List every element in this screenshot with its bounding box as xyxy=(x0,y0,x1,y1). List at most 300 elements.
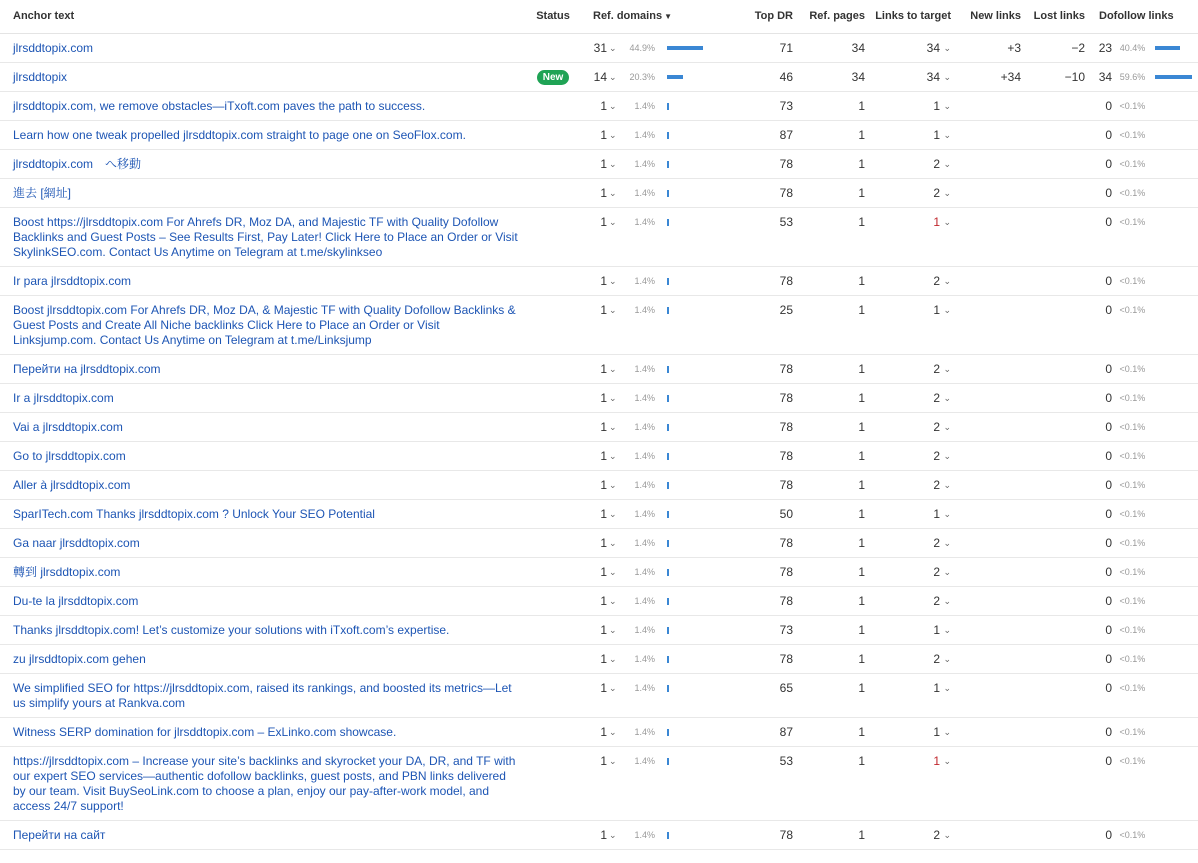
ref-domains-value[interactable]: 1 xyxy=(600,390,607,405)
chevron-down-icon[interactable]: ⌄ xyxy=(943,304,951,315)
dofollow-value[interactable]: 0 xyxy=(1105,419,1113,434)
links-to-target-value[interactable]: 2 xyxy=(933,535,940,550)
header-dofollow-links[interactable]: Dofollow links xyxy=(1089,0,1198,33)
new-links-value[interactable] xyxy=(955,717,1025,746)
ref-domains-value[interactable]: 1 xyxy=(600,214,607,229)
links-to-target-value[interactable]: 1 xyxy=(933,753,940,768)
anchor-text-link[interactable]: Ir para jlrsddtopix.com xyxy=(13,273,132,288)
chevron-down-icon[interactable]: ⌄ xyxy=(943,216,951,227)
top-dr-value: 87 xyxy=(739,120,797,149)
dofollow-value[interactable]: 0 xyxy=(1105,827,1113,842)
anchor-text-link[interactable]: Du-te la jlrsddtopix.com xyxy=(13,593,139,608)
links-to-target-cell xyxy=(869,586,955,615)
status-cell xyxy=(527,673,579,717)
chevron-down-icon[interactable]: ⌄ xyxy=(609,755,617,766)
chevron-down-icon[interactable]: ⌄ xyxy=(609,479,617,490)
anchor-text-link[interactable]: Go to jlrsddtopix.com xyxy=(13,448,126,463)
ref-pages-value[interactable]: 34 xyxy=(797,62,869,91)
anchor-text-link[interactable]: Vai a jlrsddtopix.com xyxy=(13,419,123,434)
anchor-text-link[interactable]: Thanks jlrsddtopix.com! Let’s customize your solutions with iTxoft.com’s expertise. xyxy=(13,622,450,637)
ref-domains-value[interactable]: 1 xyxy=(600,651,607,666)
links-to-target-value[interactable]: 34 xyxy=(926,40,940,55)
dofollow-value[interactable]: 0 xyxy=(1105,273,1113,288)
lost-links-value[interactable] xyxy=(1025,586,1089,615)
dofollow-value[interactable]: 0 xyxy=(1105,680,1113,695)
ref-domains-value[interactable]: 1 xyxy=(600,535,607,550)
ref-domains-bar xyxy=(667,132,669,139)
ref-domains-value[interactable]: 14 xyxy=(593,69,607,84)
dofollow-value[interactable]: 23 xyxy=(1098,40,1113,55)
chevron-down-icon[interactable]: ⌄ xyxy=(943,829,951,840)
ref-pages-value[interactable]: 1 xyxy=(797,120,869,149)
ref-domains-bar xyxy=(667,656,669,663)
links-to-target-value[interactable]: 2 xyxy=(933,156,940,171)
chevron-down-icon[interactable]: ⌄ xyxy=(609,363,617,374)
anchor-text-cell xyxy=(0,717,527,746)
anchor-text-link[interactable]: Aller à jlrsddtopix.com xyxy=(13,477,131,492)
new-links-value[interactable] xyxy=(955,746,1025,820)
lost-links-value[interactable]: −2 xyxy=(1025,33,1089,62)
chevron-down-icon[interactable]: ⌄ xyxy=(609,158,617,169)
chevron-down-icon[interactable]: ⌄ xyxy=(943,479,951,490)
top-dr-value: 87 xyxy=(739,717,797,746)
links-to-target-cell xyxy=(869,820,955,849)
anchor-text-link[interactable]: Перейти на сайт xyxy=(13,827,106,842)
dofollow-cell xyxy=(1089,746,1198,820)
dofollow-percent: <0.1% xyxy=(1119,363,1146,374)
ref-domains-cell xyxy=(579,673,739,717)
ref-pages-value[interactable]: 1 xyxy=(797,354,869,383)
lost-links-value[interactable] xyxy=(1025,644,1089,673)
ref-pages-value[interactable]: 1 xyxy=(797,178,869,207)
dofollow-percent: <0.1% xyxy=(1119,595,1146,606)
anchor-text-link[interactable]: Ir a jlrsddtopix.com xyxy=(13,390,114,405)
new-links-value[interactable] xyxy=(955,441,1025,470)
dofollow-bar-track xyxy=(1155,391,1190,406)
new-links-value[interactable] xyxy=(955,820,1025,849)
new-links-value[interactable] xyxy=(955,207,1025,266)
dofollow-percent: <0.1% xyxy=(1119,187,1146,198)
header-links-to-target[interactable]: Links to target xyxy=(869,0,955,33)
dofollow-bar-track xyxy=(1155,362,1190,377)
lost-links-value[interactable] xyxy=(1025,120,1089,149)
anchor-text-link[interactable]: Перейти на jlrsddtopix.com xyxy=(13,361,161,376)
status-cell xyxy=(527,91,579,120)
sort-desc-icon[interactable]: ▼ xyxy=(664,12,672,22)
ref-domains-value[interactable]: 1 xyxy=(600,753,607,768)
dofollow-bar-track xyxy=(1155,70,1190,85)
chevron-down-icon[interactable]: ⌄ xyxy=(943,71,951,82)
ref-pages-value[interactable]: 1 xyxy=(797,412,869,441)
links-to-target-value[interactable]: 2 xyxy=(933,827,940,842)
ref-pages-value[interactable]: 1 xyxy=(797,673,869,717)
chevron-down-icon[interactable]: ⌄ xyxy=(943,653,951,664)
lost-links-value[interactable] xyxy=(1025,149,1089,178)
ref-domains-value[interactable]: 31 xyxy=(593,40,607,55)
status-cell xyxy=(527,412,579,441)
dofollow-value[interactable]: 0 xyxy=(1105,214,1113,229)
dofollow-bar-track xyxy=(1155,754,1190,769)
links-to-target-cell xyxy=(869,33,955,62)
header-ref-domains[interactable] xyxy=(579,0,739,33)
new-links-value[interactable] xyxy=(955,120,1025,149)
chevron-down-icon[interactable]: ⌄ xyxy=(943,726,951,737)
anchor-text-link[interactable]: Boost https://jlrsddtopix.com For Ahrefs DR, Moz DA, and Majestic TF with Quality Dofollow Backlinks and Guest Posts – See Results First, Pay Later! Click Here to Place an Order or Visit SkylinkSEO.com. Contact Us Anytime on Telegram at t.me/skylinkseo xyxy=(13,214,518,259)
table-row xyxy=(0,120,1198,149)
table-row xyxy=(0,33,1198,62)
header-top-dr[interactable]: Top DR xyxy=(739,0,797,33)
dofollow-value[interactable]: 0 xyxy=(1105,535,1113,550)
chevron-down-icon[interactable]: ⌄ xyxy=(609,216,617,227)
header-status[interactable]: Status xyxy=(527,0,579,33)
ref-domains-value[interactable]: 1 xyxy=(600,448,607,463)
ref-domains-bar xyxy=(667,511,669,518)
header-ref-domains-label: Ref. domains xyxy=(593,10,663,23)
ref-domains-bar xyxy=(667,103,669,110)
ref-pages-value[interactable]: 1 xyxy=(797,557,869,586)
ref-domains-bar xyxy=(667,832,669,839)
ref-domains-bar-track xyxy=(667,391,707,406)
anchor-text-link[interactable]: jlrsddtopix.com xyxy=(13,40,94,55)
links-to-target-value[interactable]: 1 xyxy=(933,302,940,317)
chevron-down-icon[interactable]: ⌄ xyxy=(943,392,951,403)
header-anchor-text[interactable]: Anchor text xyxy=(0,0,527,33)
ref-domains-percent: 1.4% xyxy=(634,829,655,840)
ref-domains-bar xyxy=(667,395,669,402)
chevron-down-icon[interactable]: ⌄ xyxy=(943,42,951,53)
lost-links-value[interactable] xyxy=(1025,441,1089,470)
dofollow-value[interactable]: 0 xyxy=(1105,98,1113,113)
lost-links-value[interactable] xyxy=(1025,615,1089,644)
lost-links-value[interactable] xyxy=(1025,528,1089,557)
anchor-text-link[interactable]: Learn how one tweak propelled jlrsddtopix.com straight to page one on SeoFlox.com. xyxy=(13,127,466,142)
lost-links-value[interactable] xyxy=(1025,470,1089,499)
anchor-text-link[interactable]: Witness SERP domination for jlrsddtopix.com – ExLinko.com showcase. xyxy=(13,724,397,739)
ref-domains-value[interactable]: 1 xyxy=(600,506,607,521)
chevron-down-icon[interactable]: ⌄ xyxy=(943,624,951,635)
chevron-down-icon[interactable]: ⌄ xyxy=(609,566,617,577)
lost-links-value[interactable] xyxy=(1025,178,1089,207)
links-to-target-value[interactable]: 2 xyxy=(933,564,940,579)
new-links-value[interactable] xyxy=(955,499,1025,528)
chevron-down-icon[interactable]: ⌄ xyxy=(943,537,951,548)
links-to-target-value[interactable]: 2 xyxy=(933,651,940,666)
lost-links-value[interactable] xyxy=(1025,354,1089,383)
header-ref-pages[interactable]: Ref. pages xyxy=(797,0,869,33)
ref-domains-value[interactable]: 1 xyxy=(600,98,607,113)
ref-pages-value[interactable]: 1 xyxy=(797,499,869,528)
dofollow-value[interactable]: 0 xyxy=(1105,477,1113,492)
anchor-text-link[interactable]: zu jlrsddtopix.com gehen xyxy=(13,651,146,666)
dofollow-bar-track xyxy=(1155,652,1190,667)
links-to-target-value[interactable]: 1 xyxy=(933,127,940,142)
anchor-text-link[interactable]: jlrsddtopix.com, we remove obstacles—iTxoft.com paves the path to success. xyxy=(13,98,426,113)
dofollow-bar-track xyxy=(1155,478,1190,493)
top-dr-value: 78 xyxy=(739,644,797,673)
lost-links-value[interactable] xyxy=(1025,717,1089,746)
lost-links-value[interactable] xyxy=(1025,207,1089,266)
dofollow-cell xyxy=(1089,178,1198,207)
ref-domains-bar xyxy=(667,540,669,547)
links-to-target-value[interactable]: 1 xyxy=(933,214,940,229)
ref-domains-bar-track xyxy=(667,681,707,696)
ref-pages-value[interactable]: 1 xyxy=(797,820,869,849)
top-dr-value: 78 xyxy=(739,149,797,178)
chevron-down-icon[interactable]: ⌄ xyxy=(609,129,617,140)
dofollow-bar-track xyxy=(1155,186,1190,201)
links-to-target-value[interactable]: 2 xyxy=(933,477,940,492)
links-to-target-cell xyxy=(869,717,955,746)
top-dr-value: 25 xyxy=(739,295,797,354)
links-to-target-value[interactable]: 2 xyxy=(933,448,940,463)
dofollow-value[interactable]: 0 xyxy=(1105,593,1113,608)
new-links-value[interactable] xyxy=(955,354,1025,383)
ref-domains-percent: 1.4% xyxy=(634,537,655,548)
ref-domains-bar xyxy=(667,453,669,460)
top-dr-value: 78 xyxy=(739,528,797,557)
new-links-value[interactable] xyxy=(955,91,1025,120)
new-links-value[interactable] xyxy=(955,178,1025,207)
anchor-text-link[interactable]: Ga naar jlrsddtopix.com xyxy=(13,535,140,550)
chevron-down-icon[interactable]: ⌄ xyxy=(943,595,951,606)
chevron-down-icon[interactable]: ⌄ xyxy=(609,100,617,111)
dofollow-value[interactable]: 0 xyxy=(1105,361,1113,376)
dofollow-value[interactable]: 0 xyxy=(1105,390,1113,405)
lost-links-value[interactable] xyxy=(1025,383,1089,412)
chevron-down-icon[interactable]: ⌄ xyxy=(943,275,951,286)
ref-domains-cell xyxy=(579,383,739,412)
header-new-links[interactable]: New links xyxy=(955,0,1025,33)
dofollow-value[interactable]: 0 xyxy=(1105,564,1113,579)
ref-pages-value[interactable]: 1 xyxy=(797,717,869,746)
anchor-text-link[interactable]: We simplified SEO for https://jlrsddtopix.com, raised its rankings, and boosted its metrics—Let us simplify yours at Rankva.com xyxy=(13,680,512,710)
links-to-target-value[interactable]: 2 xyxy=(933,185,940,200)
anchor-text-cell xyxy=(0,91,527,120)
anchor-text-cell xyxy=(0,266,527,295)
chevron-down-icon[interactable]: ⌄ xyxy=(943,100,951,111)
lost-links-value[interactable] xyxy=(1025,557,1089,586)
lost-links-value[interactable] xyxy=(1025,412,1089,441)
dofollow-value[interactable]: 0 xyxy=(1105,622,1113,637)
new-links-value[interactable] xyxy=(955,266,1025,295)
lost-links-value[interactable] xyxy=(1025,820,1089,849)
chevron-down-icon[interactable]: ⌄ xyxy=(609,682,617,693)
status-cell xyxy=(527,470,579,499)
anchor-text-link[interactable]: jlrsddtopix xyxy=(13,69,68,84)
chevron-down-icon[interactable]: ⌄ xyxy=(609,71,617,82)
lost-links-value[interactable] xyxy=(1025,746,1089,820)
ref-pages-value[interactable]: 1 xyxy=(797,615,869,644)
chevron-down-icon[interactable]: ⌄ xyxy=(943,450,951,461)
dofollow-bar-track xyxy=(1155,565,1190,580)
ref-domains-value[interactable]: 1 xyxy=(600,827,607,842)
links-to-target-value[interactable]: 1 xyxy=(933,680,940,695)
new-links-value[interactable] xyxy=(955,586,1025,615)
links-to-target-cell xyxy=(869,178,955,207)
ref-domains-bar-track xyxy=(667,623,707,638)
chevron-down-icon[interactable]: ⌄ xyxy=(943,363,951,374)
dofollow-value[interactable]: 0 xyxy=(1105,302,1113,317)
links-to-target-value[interactable]: 1 xyxy=(933,724,940,739)
anchor-text-link[interactable]: jlrsddtopix.com へ移動 xyxy=(13,156,142,171)
new-links-value[interactable] xyxy=(955,528,1025,557)
dofollow-value[interactable]: 0 xyxy=(1105,724,1113,739)
dofollow-bar-track xyxy=(1155,303,1190,318)
chevron-down-icon[interactable]: ⌄ xyxy=(943,508,951,519)
dofollow-value[interactable]: 0 xyxy=(1105,506,1113,521)
new-links-value[interactable] xyxy=(955,615,1025,644)
ref-domains-bar xyxy=(667,46,703,50)
lost-links-value[interactable] xyxy=(1025,499,1089,528)
chevron-down-icon[interactable]: ⌄ xyxy=(943,187,951,198)
links-to-target-cell xyxy=(869,499,955,528)
chevron-down-icon[interactable]: ⌄ xyxy=(943,682,951,693)
new-links-value[interactable] xyxy=(955,470,1025,499)
links-to-target-value[interactable]: 34 xyxy=(926,69,940,84)
ref-pages-value[interactable]: 1 xyxy=(797,91,869,120)
new-links-value[interactable]: +34 xyxy=(955,62,1025,91)
ref-pages-value[interactable]: 1 xyxy=(797,295,869,354)
ref-pages-value[interactable]: 34 xyxy=(797,33,869,62)
status-cell xyxy=(527,820,579,849)
ref-pages-value[interactable]: 1 xyxy=(797,528,869,557)
chevron-down-icon[interactable]: ⌄ xyxy=(609,726,617,737)
ref-domains-value[interactable]: 1 xyxy=(600,302,607,317)
dofollow-value[interactable]: 0 xyxy=(1105,156,1113,171)
chevron-down-icon[interactable]: ⌄ xyxy=(609,508,617,519)
lost-links-value[interactable] xyxy=(1025,673,1089,717)
lost-links-value[interactable] xyxy=(1025,91,1089,120)
chevron-down-icon[interactable]: ⌄ xyxy=(943,421,951,432)
links-to-target-value[interactable]: 2 xyxy=(933,419,940,434)
ref-domains-percent: 1.4% xyxy=(634,421,655,432)
chevron-down-icon[interactable]: ⌄ xyxy=(609,829,617,840)
anchor-text-cell xyxy=(0,295,527,354)
anchor-text-link[interactable]: SparITech.com Thanks jlrsddtopix.com ? Unlock Your SEO Potential xyxy=(13,506,375,521)
dofollow-cell xyxy=(1089,149,1198,178)
ref-domains-bar xyxy=(667,598,669,605)
new-links-value[interactable] xyxy=(955,673,1025,717)
dofollow-value[interactable]: 0 xyxy=(1105,185,1113,200)
dofollow-value[interactable]: 0 xyxy=(1105,448,1113,463)
links-to-target-value[interactable]: 2 xyxy=(933,390,940,405)
ref-pages-value[interactable]: 1 xyxy=(797,746,869,820)
anchor-text-link[interactable]: 轉到 jlrsddtopix.com xyxy=(13,564,121,579)
new-links-value[interactable] xyxy=(955,644,1025,673)
ref-pages-value[interactable]: 1 xyxy=(797,470,869,499)
chevron-down-icon[interactable]: ⌄ xyxy=(609,450,617,461)
ref-domains-value[interactable]: 1 xyxy=(600,724,607,739)
anchor-text-cell xyxy=(0,120,527,149)
ref-domains-cell xyxy=(579,717,739,746)
links-to-target-value[interactable]: 1 xyxy=(933,622,940,637)
new-links-value[interactable]: +3 xyxy=(955,33,1025,62)
chevron-down-icon[interactable]: ⌄ xyxy=(609,595,617,606)
anchor-text-link[interactable]: Boost jlrsddtopix.com For Ahrefs DR, Moz DA, & Majestic TF with Quality Dofollow Backlinks & Guest Posts and Create All Niche backlinks Click Here to Place an Order or Visit Linksjump.com. Contact Us Anytime on Telegram at t.me/Linksjump xyxy=(13,302,516,347)
links-to-target-value[interactable]: 1 xyxy=(933,506,940,521)
links-to-target-cell xyxy=(869,644,955,673)
ref-domains-cell xyxy=(579,91,739,120)
anchor-text-link[interactable]: https://jlrsddtopix.com – Increase your site’s backlinks and skyrocket your DA, DR, and TF with our expert SEO services—authentic dofollow backlinks, guest posts, and PBN links delivered by our team. Visit BuySeoLink.com to choose a plan, enjoy our pay-after-work model, and access 24/7 support! xyxy=(13,753,516,813)
ref-domains-percent: 1.4% xyxy=(634,653,655,664)
ref-domains-value[interactable]: 1 xyxy=(600,273,607,288)
anchor-text-link[interactable]: 進去 [網址] xyxy=(13,185,72,200)
links-to-target-value[interactable]: 2 xyxy=(933,361,940,376)
table-row xyxy=(0,207,1198,266)
chevron-down-icon[interactable]: ⌄ xyxy=(609,42,617,53)
chevron-down-icon[interactable]: ⌄ xyxy=(609,653,617,664)
ref-domains-value[interactable]: 1 xyxy=(600,361,607,376)
dofollow-cell xyxy=(1089,207,1198,266)
chevron-down-icon[interactable]: ⌄ xyxy=(609,275,617,286)
chevron-down-icon[interactable]: ⌄ xyxy=(609,304,617,315)
chevron-down-icon[interactable]: ⌄ xyxy=(609,624,617,635)
new-links-value[interactable] xyxy=(955,149,1025,178)
links-to-target-value[interactable]: 1 xyxy=(933,98,940,113)
new-links-value[interactable] xyxy=(955,557,1025,586)
anchor-text-cell xyxy=(0,149,527,178)
top-dr-value: 78 xyxy=(739,470,797,499)
ref-domains-value[interactable]: 1 xyxy=(600,156,607,171)
ref-domains-value[interactable]: 1 xyxy=(600,127,607,142)
ref-domains-value[interactable]: 1 xyxy=(600,622,607,637)
ref-domains-bar xyxy=(667,161,669,168)
links-to-target-cell xyxy=(869,207,955,266)
dofollow-cell xyxy=(1089,499,1198,528)
chevron-down-icon[interactable]: ⌄ xyxy=(609,421,617,432)
new-links-value[interactable] xyxy=(955,295,1025,354)
ref-domains-value[interactable]: 1 xyxy=(600,593,607,608)
ref-pages-value[interactable]: 1 xyxy=(797,383,869,412)
chevron-down-icon[interactable]: ⌄ xyxy=(943,158,951,169)
dofollow-value[interactable]: 0 xyxy=(1105,127,1113,142)
lost-links-value[interactable] xyxy=(1025,266,1089,295)
dofollow-value[interactable]: 0 xyxy=(1105,753,1113,768)
dofollow-percent: <0.1% xyxy=(1119,421,1146,432)
status-cell xyxy=(527,499,579,528)
lost-links-value[interactable]: −10 xyxy=(1025,62,1089,91)
new-links-value[interactable] xyxy=(955,383,1025,412)
ref-domains-value[interactable]: 1 xyxy=(600,564,607,579)
ref-pages-value[interactable]: 1 xyxy=(797,586,869,615)
ref-domains-value[interactable]: 1 xyxy=(600,419,607,434)
chevron-down-icon[interactable]: ⌄ xyxy=(943,566,951,577)
links-to-target-cell xyxy=(869,557,955,586)
chevron-down-icon[interactable]: ⌄ xyxy=(943,755,951,766)
links-to-target-value[interactable]: 2 xyxy=(933,273,940,288)
chevron-down-icon[interactable]: ⌄ xyxy=(943,129,951,140)
ref-pages-value[interactable]: 1 xyxy=(797,266,869,295)
header-lost-links[interactable]: Lost links xyxy=(1025,0,1089,33)
chevron-down-icon[interactable]: ⌄ xyxy=(609,187,617,198)
new-links-value[interactable] xyxy=(955,412,1025,441)
ref-domains-value[interactable]: 1 xyxy=(600,185,607,200)
ref-domains-value[interactable]: 1 xyxy=(600,477,607,492)
ref-pages-value[interactable]: 1 xyxy=(797,207,869,266)
table-row xyxy=(0,354,1198,383)
ref-domains-cell xyxy=(579,33,739,62)
dofollow-value[interactable]: 34 xyxy=(1098,69,1113,84)
ref-domains-value[interactable]: 1 xyxy=(600,680,607,695)
lost-links-value[interactable] xyxy=(1025,295,1089,354)
dofollow-value[interactable]: 0 xyxy=(1105,651,1113,666)
ref-pages-value[interactable]: 1 xyxy=(797,441,869,470)
chevron-down-icon[interactable]: ⌄ xyxy=(609,392,617,403)
chevron-down-icon[interactable]: ⌄ xyxy=(609,537,617,548)
links-to-target-value[interactable]: 2 xyxy=(933,593,940,608)
ref-pages-value[interactable]: 1 xyxy=(797,149,869,178)
ref-pages-value[interactable]: 1 xyxy=(797,644,869,673)
